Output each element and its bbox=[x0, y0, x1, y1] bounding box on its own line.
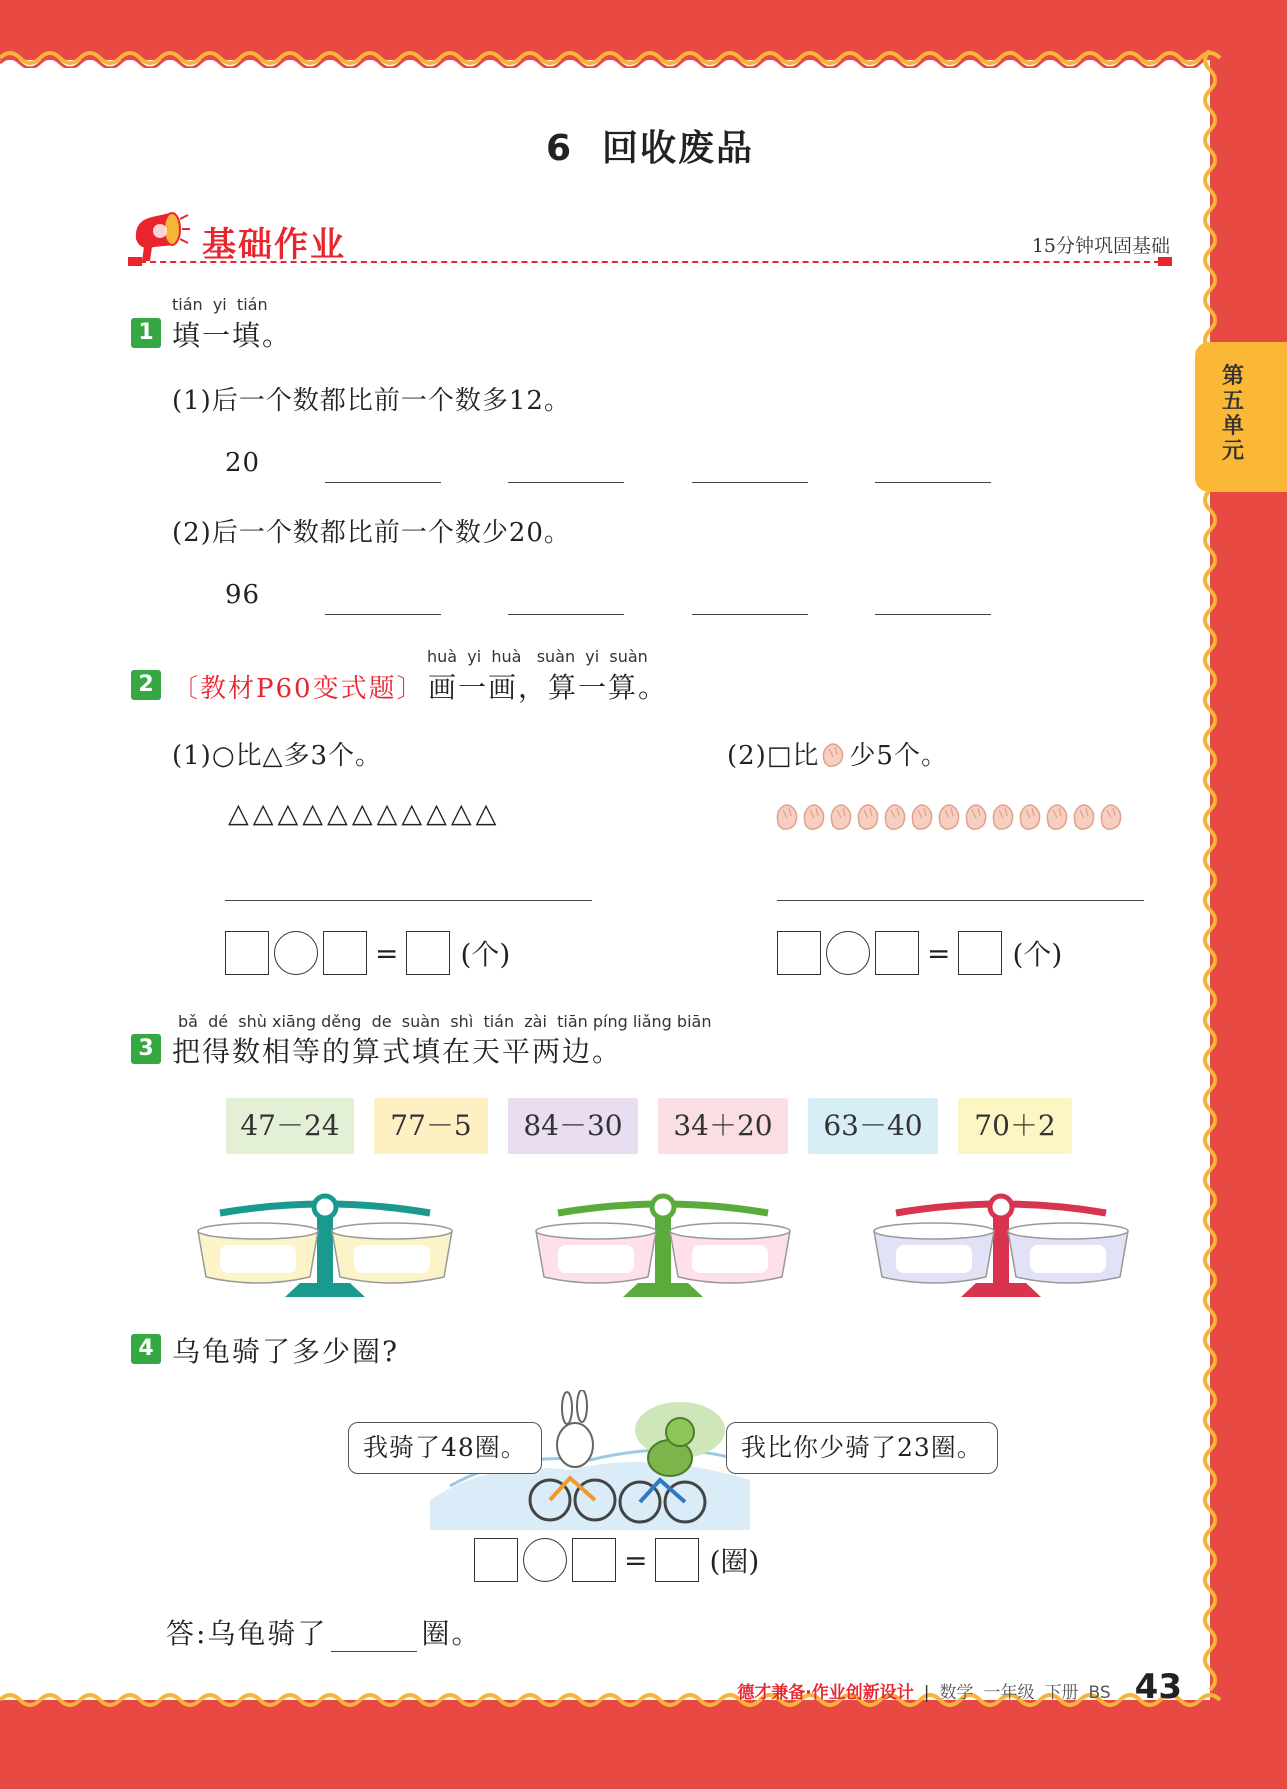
q1-sub1-blank-3[interactable] bbox=[692, 482, 808, 483]
hand-icon bbox=[777, 805, 796, 829]
footer-divider: | bbox=[923, 1683, 930, 1703]
q2-sub1-text: (1)○比△多3个。 bbox=[172, 741, 383, 771]
hand-icon bbox=[831, 805, 850, 829]
hand-icon bbox=[1101, 805, 1120, 829]
q1-pinyin: tián yi tián bbox=[172, 295, 268, 314]
section-header bbox=[130, 205, 1170, 265]
section-divider bbox=[130, 261, 1170, 263]
hand-icon bbox=[1074, 805, 1093, 829]
hand-icon bbox=[1020, 805, 1039, 829]
expression-chip[interactable]: 70＋2 bbox=[958, 1098, 1072, 1154]
equals-sign: = bbox=[624, 1543, 648, 1577]
top-wave-border bbox=[0, 48, 1230, 68]
hand-icon bbox=[1047, 805, 1066, 829]
q1-sub2-blank-2[interactable] bbox=[508, 614, 624, 615]
balance-scale bbox=[190, 1185, 460, 1305]
q1-sub1-blank-2[interactable] bbox=[508, 482, 624, 483]
q1-sub2-blank-4[interactable] bbox=[875, 614, 991, 615]
expression-chip[interactable]: 77－5 bbox=[374, 1098, 488, 1154]
footer-volume: 下册 bbox=[1044, 1683, 1079, 1703]
q2-sub2-text bbox=[727, 735, 948, 772]
q3-expression-chips bbox=[226, 1098, 1076, 1154]
q2-sub2-draw-line[interactable] bbox=[777, 900, 1144, 901]
equals-sign: = bbox=[927, 936, 951, 970]
hand-icon bbox=[912, 805, 931, 829]
page-number: 43 bbox=[1134, 1667, 1182, 1707]
divider-end-right bbox=[1158, 257, 1172, 266]
q4-answer-suffix: 圈。 bbox=[421, 1617, 482, 1650]
footer-subject: 数学 bbox=[939, 1683, 974, 1703]
q1-sub1-blank-4[interactable] bbox=[875, 482, 991, 483]
q1-sub2-start: 96 bbox=[225, 580, 261, 610]
expression-chip[interactable]: 84－30 bbox=[508, 1098, 638, 1154]
balance-scale bbox=[528, 1185, 798, 1305]
q1-sub2-blank-1[interactable] bbox=[325, 614, 441, 615]
unit-side-tab bbox=[1195, 342, 1287, 492]
q4-answer-line bbox=[166, 1612, 481, 1652]
megaphone-icon bbox=[130, 209, 190, 263]
page-footer bbox=[737, 1667, 1182, 1707]
q2-sub1-equation bbox=[225, 931, 510, 975]
unit-tab-label: 第五单元 bbox=[1221, 364, 1244, 464]
hand-icon bbox=[993, 805, 1012, 829]
expression-chip[interactable]: 63－40 bbox=[808, 1098, 938, 1154]
q2-sub2-unit: (个) bbox=[1012, 938, 1063, 971]
q2-sub1-draw-line[interactable] bbox=[225, 900, 592, 901]
right-wave-border bbox=[1198, 50, 1228, 1705]
q1-sub2-blank-3[interactable] bbox=[692, 614, 808, 615]
q4-unit: (圈) bbox=[709, 1545, 760, 1578]
q2-number-badge: 2 bbox=[131, 670, 161, 700]
q4-number-badge: 4 bbox=[131, 1334, 161, 1364]
q2-pinyin: huà yi huà suàn yi suàn bbox=[427, 647, 648, 666]
footer-grade: 一年级 bbox=[983, 1683, 1035, 1703]
q2-sub2-operator-circle[interactable] bbox=[826, 931, 870, 975]
q2-triangles-row: △△△△△△△△△△△ bbox=[228, 798, 501, 829]
q3-pinyin: bǎ dé shù xiāng děng de suàn shì tián zài tiān píng liǎng biān bbox=[178, 1012, 712, 1031]
section-subtitle: 15分钟巩固基础 bbox=[1031, 235, 1170, 257]
hand-icon bbox=[804, 805, 823, 829]
q2-sub1-operator-circle[interactable] bbox=[274, 931, 318, 975]
q4-result-box[interactable] bbox=[655, 1538, 699, 1582]
q2-hands-row bbox=[775, 798, 1135, 834]
q4-prompt: 乌龟骑了多少圈? bbox=[172, 1335, 400, 1368]
equals-sign: = bbox=[375, 936, 399, 970]
q2-sub2-result-box[interactable] bbox=[958, 931, 1002, 975]
q2-sub1-box-2[interactable] bbox=[323, 931, 367, 975]
expression-chip[interactable]: 34＋20 bbox=[658, 1098, 788, 1154]
q2-sub1-box-1[interactable] bbox=[225, 931, 269, 975]
q1-prompt: 填一填。 bbox=[172, 319, 293, 352]
q1-sub1-start: 20 bbox=[225, 448, 261, 478]
footer-edition: BS bbox=[1088, 1683, 1111, 1703]
q2-sub2-box-2[interactable] bbox=[875, 931, 919, 975]
q3-prompt: 把得数相等的算式填在天平两边。 bbox=[172, 1035, 623, 1068]
q4-box-1[interactable] bbox=[474, 1538, 518, 1582]
divider-end-left bbox=[128, 257, 142, 266]
turtle-speech-bubble: 我比你少骑了23圈。 bbox=[726, 1422, 998, 1474]
q4-box-2[interactable] bbox=[572, 1538, 616, 1582]
page-title: 6 回收废品 bbox=[545, 128, 755, 169]
expression-chip[interactable]: 47－24 bbox=[226, 1098, 354, 1154]
hand-icon bbox=[819, 739, 849, 769]
q1-sub2-text: (2)后一个数都比前一个数少20。 bbox=[172, 518, 571, 548]
q1-sub1-text: (1)后一个数都比前一个数多12。 bbox=[172, 386, 571, 416]
q4-operator-circle[interactable] bbox=[523, 1538, 567, 1582]
q3-number-badge: 3 bbox=[131, 1034, 161, 1064]
q2-prompt: 画一画，算一算。 bbox=[428, 671, 669, 704]
q2-sub1-unit: (个) bbox=[460, 938, 511, 971]
hand-icon bbox=[858, 805, 877, 829]
q2-sub2-prefix: (2)□比 bbox=[727, 741, 820, 771]
q2-sub2-equation bbox=[777, 931, 1062, 975]
q1-number-badge: 1 bbox=[131, 318, 161, 348]
balance-scale bbox=[866, 1185, 1136, 1305]
q4-answer-prefix: 答:乌龟骑了 bbox=[166, 1617, 328, 1650]
q1-sub1-blank-1[interactable] bbox=[325, 482, 441, 483]
hand-icon bbox=[939, 805, 958, 829]
section-title: 基础作业 bbox=[202, 225, 346, 265]
hand-icon bbox=[966, 805, 985, 829]
footer-brand: 德才兼备·作业创新设计 bbox=[737, 1683, 914, 1703]
q2-sub2-box-1[interactable] bbox=[777, 931, 821, 975]
q2-textbook-tag: 〔教材P60变式题〕 bbox=[172, 674, 425, 704]
hand-icon bbox=[885, 805, 904, 829]
q4-equation bbox=[474, 1538, 759, 1582]
bunny-speech-bubble: 我骑了48圈。 bbox=[348, 1422, 542, 1474]
q2-sub2-suffix: 少5个。 bbox=[849, 741, 948, 771]
q3-balances bbox=[190, 1185, 1150, 1305]
q4-answer-blank[interactable] bbox=[331, 1620, 417, 1652]
q2-sub1-result-box[interactable] bbox=[406, 931, 450, 975]
